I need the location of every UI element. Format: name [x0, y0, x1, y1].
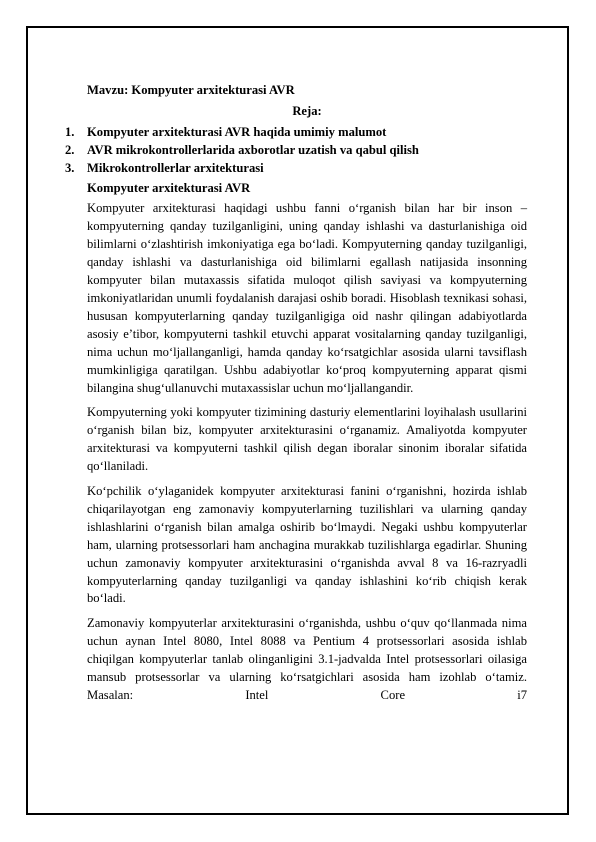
- plan-item: [65, 124, 527, 142]
- document-topic: Mavzu: Kompyuter arxitekturasi AVR: [87, 83, 295, 97]
- document-body: [65, 82, 527, 712]
- plan-item-number: 2.: [65, 142, 75, 157]
- plan-item: [65, 160, 527, 178]
- paragraph: Kompyuterning yoki kompyuter tizimining dasturiy elementlarini loyihalash usullarini o‘rganish bilan biz, kompyuter arxitekturasini o‘rganamiz. Amaliyotda kompyuter arxitekturasi va kompyuterni tashkil qilish degan iboralar sinonim iboralar sifatida qo‘llaniladi.: [87, 405, 527, 474]
- plan-list: [65, 124, 527, 178]
- plan-item-number: 1.: [65, 124, 75, 139]
- paragraph: Zamonaviy kompyuterlar arxitekturasini o‘rganishda, ushbu o‘quv qo‘llanmada nima uchun aynan Intel 8080, Intel 8088 va Pentium 4 protsessorlari asosida ishlab chiqilgan kompyuterlar tanlab olinganligini 3.1-jadvalda Intel protsessorlari oilasiga mansub protsessorlar va ularning ko‘rsatgichlari asosida ham izohlab o‘tamiz. Masalan: Intel Core i7: [87, 616, 527, 702]
- plan-item-number: 3.: [65, 160, 75, 175]
- plan-item-text: Mikrokontrollerlar arxitekturasi: [87, 160, 264, 175]
- paragraph: Ko‘pchilik o‘ylaganidek kompyuter arxitekturasi fanini o‘rganishni, hozirda ishlab chiqarilayotgan eng zamonaviy kompyuterlarning tuzilishlari va ularning qanday ishlashlarini o‘rganish bilan amalga oshirib bo‘lmaydi. Negaki ushbu kompyuterlar ham, ularning protsessorlari ham anchagina murakkab tuzilishlarga egadirlar. Shuning uchun zamonaviy kompyuter arxitekturasini o‘rganishda avval 8 va 16-razryadli kompyuterlarning qanday tuzilganligi va qanday ishlashini ko‘rib chiqish kerak bo‘ladi.: [87, 484, 527, 606]
- plan-item: [65, 142, 527, 160]
- plan-item-text: AVR mikrokontrollerlarida axborotlar uzatish va qabul qilish: [87, 142, 419, 157]
- plan-item-text: Kompyuter arxitekturasi AVR haqida umimiy malumot: [87, 124, 387, 139]
- plan-title: Reja:: [292, 103, 322, 118]
- section-heading: Kompyuter arxitekturasi AVR: [87, 180, 251, 195]
- paragraph: Kompyuter arxitekturasi haqidagi ushbu fanni o‘rganish bilan har bir inson – kompyuterning qanday tuzilganligini, uning qanday ishlashi va dasturlanishiga oid bilimlarni o‘zlashtirish imkoniyatiga ega bo‘ladi. Kompyuterning qanday tuzilganligi, qanday ishlashi va dasturlanishiga oid bilimlarni egallash natijasida insonning kompyuter bilan mutaxassis sifatida muloqot qilish saviyasi va kompyuterning imkoniyatlaridan unumli foydalanish darajasi oshib boradi. Hisoblash texnikasi sohasi, hususan kompyuterlarning qanday tuzilganligiga oid nashr qilingan adabiyotlarda asosiy e’tibor, kompyuterni tashkil etuvchi apparat vositalarning qanday tuzilganligi, nima uchun mo‘ljallanganligi, hamda qanday ko‘rsatgichlar asosida ularni tavsiflash mumkinligiga qaratilgan. Ushbu adabiyotlar ko‘proq kompyuterning apparat qismi bilangina shug‘ullanuvchi mutaxassislar uchun mo‘ljallangandir.: [87, 201, 527, 395]
